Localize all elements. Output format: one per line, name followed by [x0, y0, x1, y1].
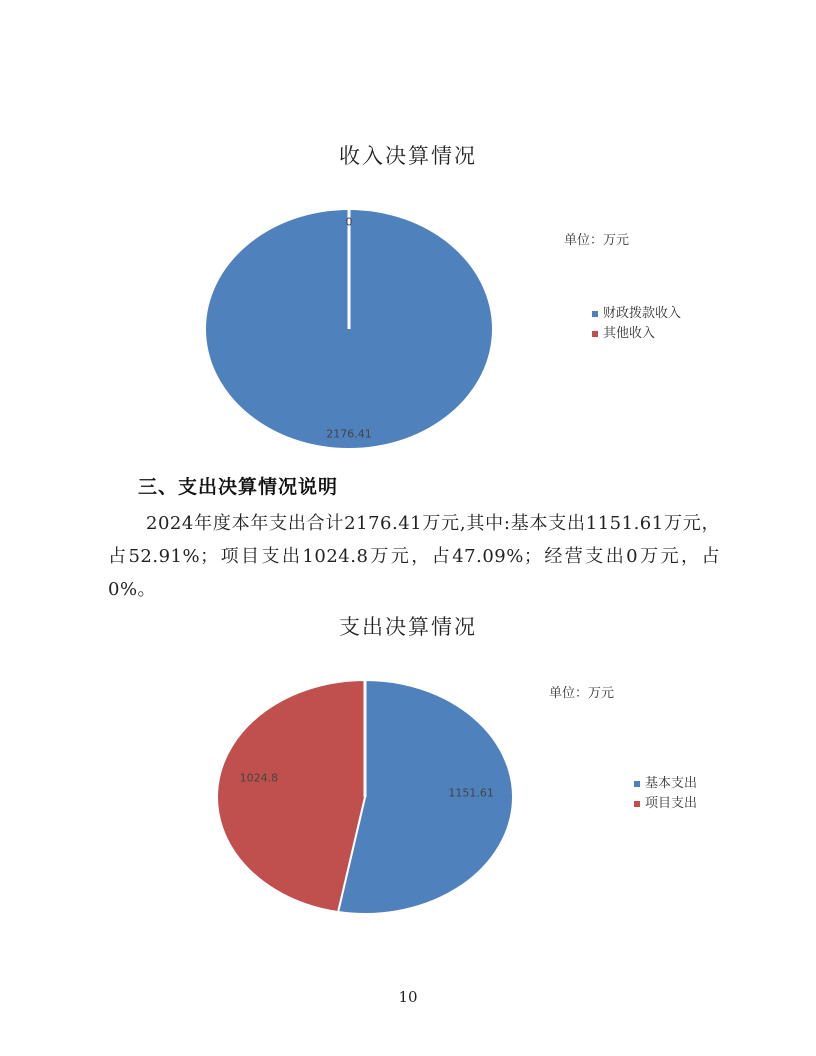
expense-pie-chart: [210, 674, 520, 919]
expense-legend: [634, 774, 697, 814]
legend-swatch: [592, 311, 598, 317]
legend-item-basic-expense: [634, 774, 697, 794]
expense-summary-paragraph: 2024年度本年支出合计2176.41万元,其中:基本支出1151.61万元，占52.91%；项目支出1024.8万元，占47.09%；经营支出0万元，占0%。: [108, 513, 720, 600]
income-chart-title: 收入决算情况: [339, 144, 477, 168]
legend-label: 其他收入: [603, 326, 656, 341]
expense-chart-title: 支出决算情况: [339, 615, 477, 639]
legend-item-project-expense: [634, 794, 697, 814]
legend-item-other-income: [592, 324, 681, 344]
page-number: 10: [398, 988, 418, 1006]
legend-label: 财政拨款收入: [603, 306, 682, 321]
section-heading: 三、支出决算情况说明: [138, 476, 339, 498]
legend-swatch: [634, 781, 640, 787]
legend-label: 项目支出: [645, 796, 698, 811]
legend-item-fiscal-income: [592, 304, 681, 324]
data-label: 1024.8: [239, 771, 279, 785]
income-legend: [592, 304, 681, 344]
data-label: 1151.61: [448, 786, 494, 800]
income-unit-label: 单位：万元: [564, 233, 630, 248]
data-label: 2176.41: [326, 427, 372, 441]
income-pie-chart: [200, 204, 500, 454]
data-label: 0: [345, 215, 353, 229]
legend-swatch: [592, 331, 598, 337]
legend-label: 基本支出: [645, 776, 698, 791]
expense-unit-label: 单位：万元: [549, 686, 615, 701]
pie-slice-project-expense: [217, 680, 365, 912]
legend-swatch: [634, 801, 640, 807]
